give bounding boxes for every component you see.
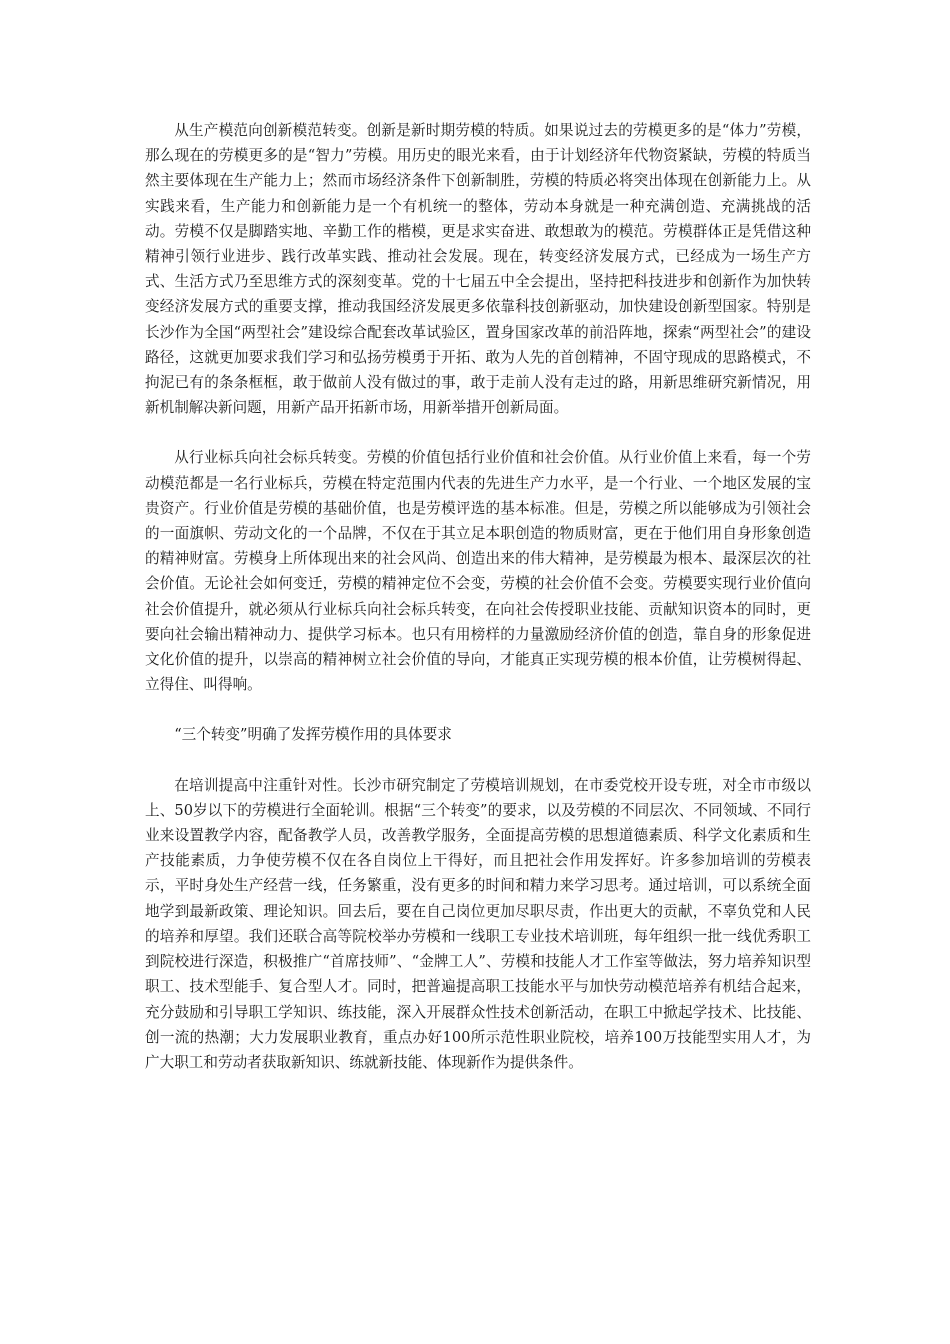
paragraph-training: 在培训提高中注重针对性。长沙市研究制定了劳模培训规划，在市委党校开设专班，对全市市级以上、50岁以下的劳模进行全面轮训。根据“三个转变”的要求，以及劳模的不同层次、不同领域、不同行业来设置教学内容，配备教学人员，改善教学服务，全面提高劳模的思想道德素质、科学文化素质和生产技能素质，力争使劳模不仅在各自岗位上干得好，而且把社会作用发挥好。许多参加培训的劳模表示，平时身处生产经营一线，任务繁重，没有更多的时间和精力来学习思考。通过培训，可以系统全面地学到最新政策、理论知识。回去后，要在自己岗位更加尽职尽责，作出更大的贡献，不辜负党和人民的培养和厚望。我们还联合高等院校举办劳模和一线职工专业技术培训班，每年组织一批一线优秀职工到院校进行深造，积极推广“首席技师”、“金牌工人”、劳模和技能人才工作室等做法，努力培养知识型职工、技术型能手、复合型人才。同时，把普遍提高职工技能水平与加快劳动模范培养有机结合起来，充分鼓励和引导职工学知识、练技能，深入开展群众性技术创新活动，在职工中掀起学技术、比技能、创一流的热潮；大力发展职业教育，重点办好100所示范性职业院校，培养100万技能型实用人才，为广大职工和劳动者获取新知识、练就新技能、体现新作为提供条件。 xyxy=(145,776,811,1071)
paragraph-spacer xyxy=(145,748,811,773)
document-body xyxy=(145,118,811,1075)
paragraph-spacer xyxy=(145,420,811,445)
paragraph-production-to-innovation: 从生产模范向创新模范转变。创新是新时期劳模的特质。如果说过去的劳模更多的是“体力”劳模，那么现在的劳模更多的是“智力”劳模。用历史的眼光来看，由于计划经济年代物资紧缺，劳模的特质当然主要体现在生产能力上；然而市场经济条件下创新制胜，劳模的特质必将突出体现在创新能力上。从实践来看，生产能力和创新能力是一个有机统一的整体，劳动本身就是一种充满创造、充满挑战的活动。劳模不仅是脚踏实地、辛勤工作的楷模，更是求实奋进、敢想敢为的模范。劳模群体正是凭借这种精神引领行业进步、践行改革实践、推动社会发展。现在，转变经济发展方式，已经成为一场生产方式、生活方式乃至思维方式的深刻变革。党的十七届五中全会提出，坚持把科技进步和创新作为加快转变经济发展方式的重要支撑，推动我国经济发展更多依靠科技创新驱动，加快建设创新型国家。特别是长沙作为全国“两型社会”建设综合配套改革试验区，置身国家改革的前沿阵地，探索“两型社会”的建设路径，这就更加要求我们学习和弘扬劳模勇于开拓、敢为人先的首创精神，不固守现成的思路模式，不拘泥已有的条条框框，敢于做前人没有做过的事，敢于走前人没有走过的路，用新思维研究新情况，用新机制解决新问题，用新产品开拓新市场，用新举措开创新局面。 xyxy=(145,122,811,417)
paragraph-spacer xyxy=(145,697,811,722)
paragraph-industry-to-society: 从行业标兵向社会标兵转变。劳模的价值包括行业价值和社会价值。从行业价值上来看，每一个劳动模范都是一名行业标兵，劳模在特定范围内代表的先进生产力水平，是一个行业、一个地区发展的宝贵资产。行业价值是劳模的基础价值，也是劳模评选的基本标准。但是，劳模之所以能够成为引领社会的一面旗帜、劳动文化的一个品牌，不仅在于其立足本职创造的物质财富，更在于他们用自身形象创造的精神财富。劳模身上所体现出来的社会风尚、创造出来的伟大精神，是劳模最为根本、最深层次的社会价值。无论社会如何变迁，劳模的精神定位不会变，劳模的社会价值不会变。劳模要实现行业价值向社会价值提升，就必须从行业标兵向社会标兵转变，在向社会传授职业技能、贡献知识资本的同时，更要向社会输出精神动力、提供学习标本。也只有用榜样的力量激励经济价值的创造，靠自身的形象促进文化价值的提升，以崇高的精神树立社会价值的导向，才能真正实现劳模的根本价值，让劳模树得起、立得住、叫得响。 xyxy=(145,449,811,694)
section-heading: “三个转变”明确了发挥劳模作用的具体要求 xyxy=(174,726,452,744)
